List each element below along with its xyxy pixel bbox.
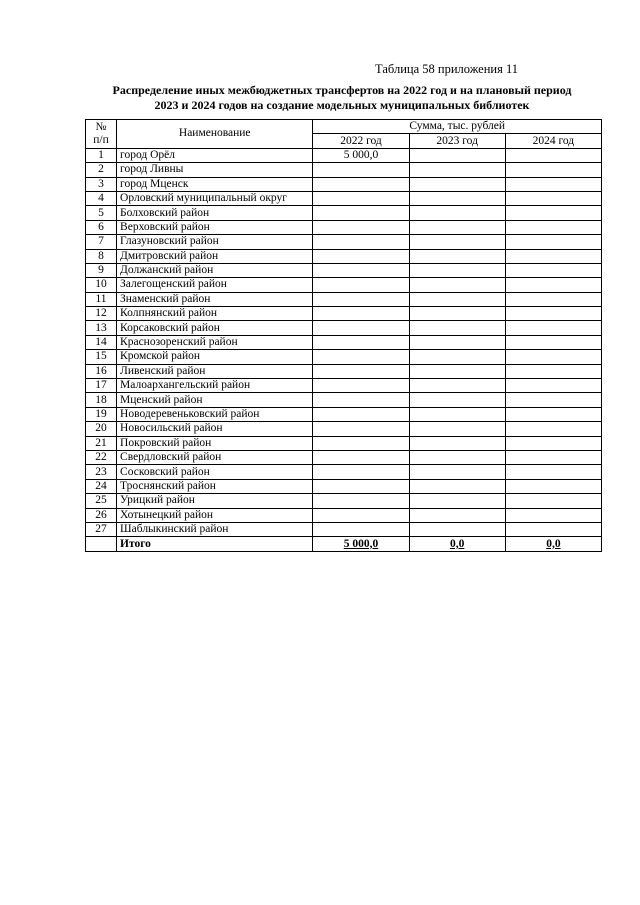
row-value-2023 <box>409 508 505 522</box>
row-value-2023 <box>409 364 505 378</box>
total-number-cell <box>86 537 117 551</box>
title-line-2: 2023 и 2024 годов на создание модельных муниципальных библиотек <box>154 97 530 112</box>
row-number: 21 <box>86 436 117 450</box>
col-header-2022: 2022 год <box>313 134 409 148</box>
row-name: Краснозоренский район <box>117 335 313 349</box>
table-row <box>86 177 602 191</box>
row-value-2024 <box>505 465 601 479</box>
col-header-2023: 2023 год <box>409 134 505 148</box>
row-value-2024 <box>505 508 601 522</box>
row-number: 12 <box>86 307 117 321</box>
row-number: 23 <box>86 465 117 479</box>
row-value-2023 <box>409 249 505 263</box>
row-value-2023 <box>409 436 505 450</box>
row-name: Хотынецкий район <box>117 508 313 522</box>
table-row <box>86 364 602 378</box>
table-row <box>86 450 602 464</box>
row-name: Мценский район <box>117 393 313 407</box>
row-number: 6 <box>86 220 117 234</box>
row-value-2024 <box>505 335 601 349</box>
row-value-2023 <box>409 479 505 493</box>
row-value-2023 <box>409 163 505 177</box>
row-value-2023 <box>409 522 505 536</box>
row-value-2022 <box>313 364 409 378</box>
row-value-2022 <box>313 450 409 464</box>
row-number: 19 <box>86 407 117 421</box>
row-value-2024 <box>505 436 601 450</box>
row-value-2022 <box>313 206 409 220</box>
row-value-2023 <box>409 177 505 191</box>
row-value-2022 <box>313 436 409 450</box>
row-number: 18 <box>86 393 117 407</box>
row-value-2024 <box>505 220 601 234</box>
row-name: Малоархангельский район <box>117 379 313 393</box>
row-value-2022 <box>313 307 409 321</box>
row-name: Залегощенский район <box>117 278 313 292</box>
row-value-2023 <box>409 379 505 393</box>
row-value-2023 <box>409 220 505 234</box>
row-value-2024 <box>505 422 601 436</box>
row-value-2023 <box>409 422 505 436</box>
row-number: 3 <box>86 177 117 191</box>
row-value-2022 <box>313 422 409 436</box>
row-number: 2 <box>86 163 117 177</box>
row-value-2024 <box>505 148 601 162</box>
row-name: Кромской район <box>117 350 313 364</box>
table-row <box>86 508 602 522</box>
table-row <box>86 494 602 508</box>
row-value-2022 <box>313 465 409 479</box>
row-value-2022 <box>313 335 409 349</box>
row-value-2024 <box>505 249 601 263</box>
row-value-2024 <box>505 177 601 191</box>
table-row <box>86 148 602 162</box>
row-number: 14 <box>86 335 117 349</box>
row-value-2023 <box>409 307 505 321</box>
table-row <box>86 307 602 321</box>
row-number: 1 <box>86 148 117 162</box>
table-row <box>86 321 602 335</box>
table-row <box>86 350 602 364</box>
row-value-2022 <box>313 235 409 249</box>
table-row <box>86 220 602 234</box>
row-number: 5 <box>86 206 117 220</box>
row-number: 13 <box>86 321 117 335</box>
row-name: Покровский район <box>117 436 313 450</box>
row-value-2023 <box>409 450 505 464</box>
row-value-2023 <box>409 263 505 277</box>
row-name: Ливенский район <box>117 364 313 378</box>
total-label: Итого <box>117 537 313 551</box>
row-name: Новодеревеньковский район <box>117 407 313 421</box>
row-value-2023 <box>409 335 505 349</box>
row-value-2022 <box>313 278 409 292</box>
row-value-2024 <box>505 307 601 321</box>
row-number: 11 <box>86 292 117 306</box>
row-name: Колпнянский район <box>117 307 313 321</box>
col-header-sum: Сумма, тыс. рублей <box>313 120 602 134</box>
row-value-2023 <box>409 407 505 421</box>
row-value-2022 <box>313 177 409 191</box>
row-name: Глазуновский район <box>117 235 313 249</box>
row-value-2022 <box>313 479 409 493</box>
row-value-2022 <box>313 350 409 364</box>
row-name: Корсаковский район <box>117 321 313 335</box>
row-value-2024 <box>505 321 601 335</box>
row-value-2023 <box>409 191 505 205</box>
table-row <box>86 191 602 205</box>
row-number: 4 <box>86 191 117 205</box>
row-value-2024 <box>505 278 601 292</box>
row-value-2022 <box>313 191 409 205</box>
row-value-2024 <box>505 522 601 536</box>
row-value-2022 <box>313 220 409 234</box>
row-value-2022 <box>313 321 409 335</box>
row-name: Дмитровский район <box>117 249 313 263</box>
row-value-2024 <box>505 350 601 364</box>
table-row <box>86 422 602 436</box>
row-value-2023 <box>409 494 505 508</box>
table-row <box>86 393 602 407</box>
row-value-2024 <box>505 163 601 177</box>
row-value-2024 <box>505 206 601 220</box>
table-row <box>86 292 602 306</box>
table-row <box>86 465 602 479</box>
row-value-2022 <box>313 393 409 407</box>
row-value-2023 <box>409 206 505 220</box>
row-number: 8 <box>86 249 117 263</box>
total-value-2023: 0,0 <box>409 537 505 551</box>
row-name: Знаменский район <box>117 292 313 306</box>
total-value-2022: 5 000,0 <box>313 537 409 551</box>
allocation-table <box>85 119 602 552</box>
total-value-2024: 0,0 <box>505 537 601 551</box>
table-body <box>86 148 602 551</box>
row-name: Урицкий район <box>117 494 313 508</box>
row-name: Сосковский район <box>117 465 313 479</box>
row-value-2023 <box>409 292 505 306</box>
row-value-2024 <box>505 379 601 393</box>
col-header-name: Наименование <box>117 120 313 149</box>
row-name: город Мценск <box>117 177 313 191</box>
row-value-2024 <box>505 292 601 306</box>
row-value-2022 <box>313 407 409 421</box>
table-row <box>86 379 602 393</box>
table-row <box>86 249 602 263</box>
table-row <box>86 436 602 450</box>
col-header-num <box>86 120 117 149</box>
table-row <box>86 235 602 249</box>
col-header-num-line1: № <box>95 120 107 133</box>
document-title <box>92 83 592 112</box>
row-value-2024 <box>505 235 601 249</box>
row-number: 20 <box>86 422 117 436</box>
row-value-2024 <box>505 450 601 464</box>
row-number: 9 <box>86 263 117 277</box>
row-number: 22 <box>86 450 117 464</box>
row-value-2023 <box>409 465 505 479</box>
row-name: Свердловский район <box>117 450 313 464</box>
row-value-2023 <box>409 350 505 364</box>
row-number: 17 <box>86 379 117 393</box>
row-name: город Орёл <box>117 148 313 162</box>
row-value-2022 <box>313 292 409 306</box>
row-value-2022 <box>313 263 409 277</box>
title-line-1: Распределение иных межбюджетных трансфертов на 2022 год и на плановый период <box>112 83 572 97</box>
row-value-2022 <box>313 508 409 522</box>
row-number: 25 <box>86 494 117 508</box>
row-number: 16 <box>86 364 117 378</box>
row-value-2023 <box>409 148 505 162</box>
row-value-2024 <box>505 494 601 508</box>
row-value-2023 <box>409 235 505 249</box>
row-value-2023 <box>409 278 505 292</box>
table-row <box>86 278 602 292</box>
table-row <box>86 263 602 277</box>
row-value-2024 <box>505 364 601 378</box>
row-name: Верховский район <box>117 220 313 234</box>
row-value-2022 <box>313 249 409 263</box>
row-number: 26 <box>86 508 117 522</box>
total-row <box>86 537 602 551</box>
row-number: 24 <box>86 479 117 493</box>
row-value-2024 <box>505 191 601 205</box>
row-name: Шаблыкинский район <box>117 522 313 536</box>
row-value-2024 <box>505 393 601 407</box>
row-number: 7 <box>86 235 117 249</box>
row-value-2022 <box>313 379 409 393</box>
row-name: Болховский район <box>117 206 313 220</box>
row-name: Троснянский район <box>117 479 313 493</box>
row-name: Должанский район <box>117 263 313 277</box>
table-row <box>86 479 602 493</box>
row-value-2022: 5 000,0 <box>313 148 409 162</box>
row-value-2023 <box>409 393 505 407</box>
row-value-2024 <box>505 263 601 277</box>
row-value-2022 <box>313 163 409 177</box>
row-value-2024 <box>505 479 601 493</box>
row-name: Новосильский район <box>117 422 313 436</box>
table-row <box>86 407 602 421</box>
table-row <box>86 522 602 536</box>
table-reference: Таблица 58 приложения 11 <box>375 62 518 76</box>
row-name: город Ливны <box>117 163 313 177</box>
row-value-2024 <box>505 407 601 421</box>
row-number: 10 <box>86 278 117 292</box>
table-row <box>86 206 602 220</box>
table-row <box>86 163 602 177</box>
row-value-2023 <box>409 321 505 335</box>
row-number: 27 <box>86 522 117 536</box>
row-value-2022 <box>313 522 409 536</box>
row-value-2022 <box>313 494 409 508</box>
table-row <box>86 335 602 349</box>
col-header-num-line2: п/п <box>93 133 109 146</box>
row-name: Орловский муниципальный округ <box>117 191 313 205</box>
col-header-2024: 2024 год <box>505 134 601 148</box>
row-number: 15 <box>86 350 117 364</box>
